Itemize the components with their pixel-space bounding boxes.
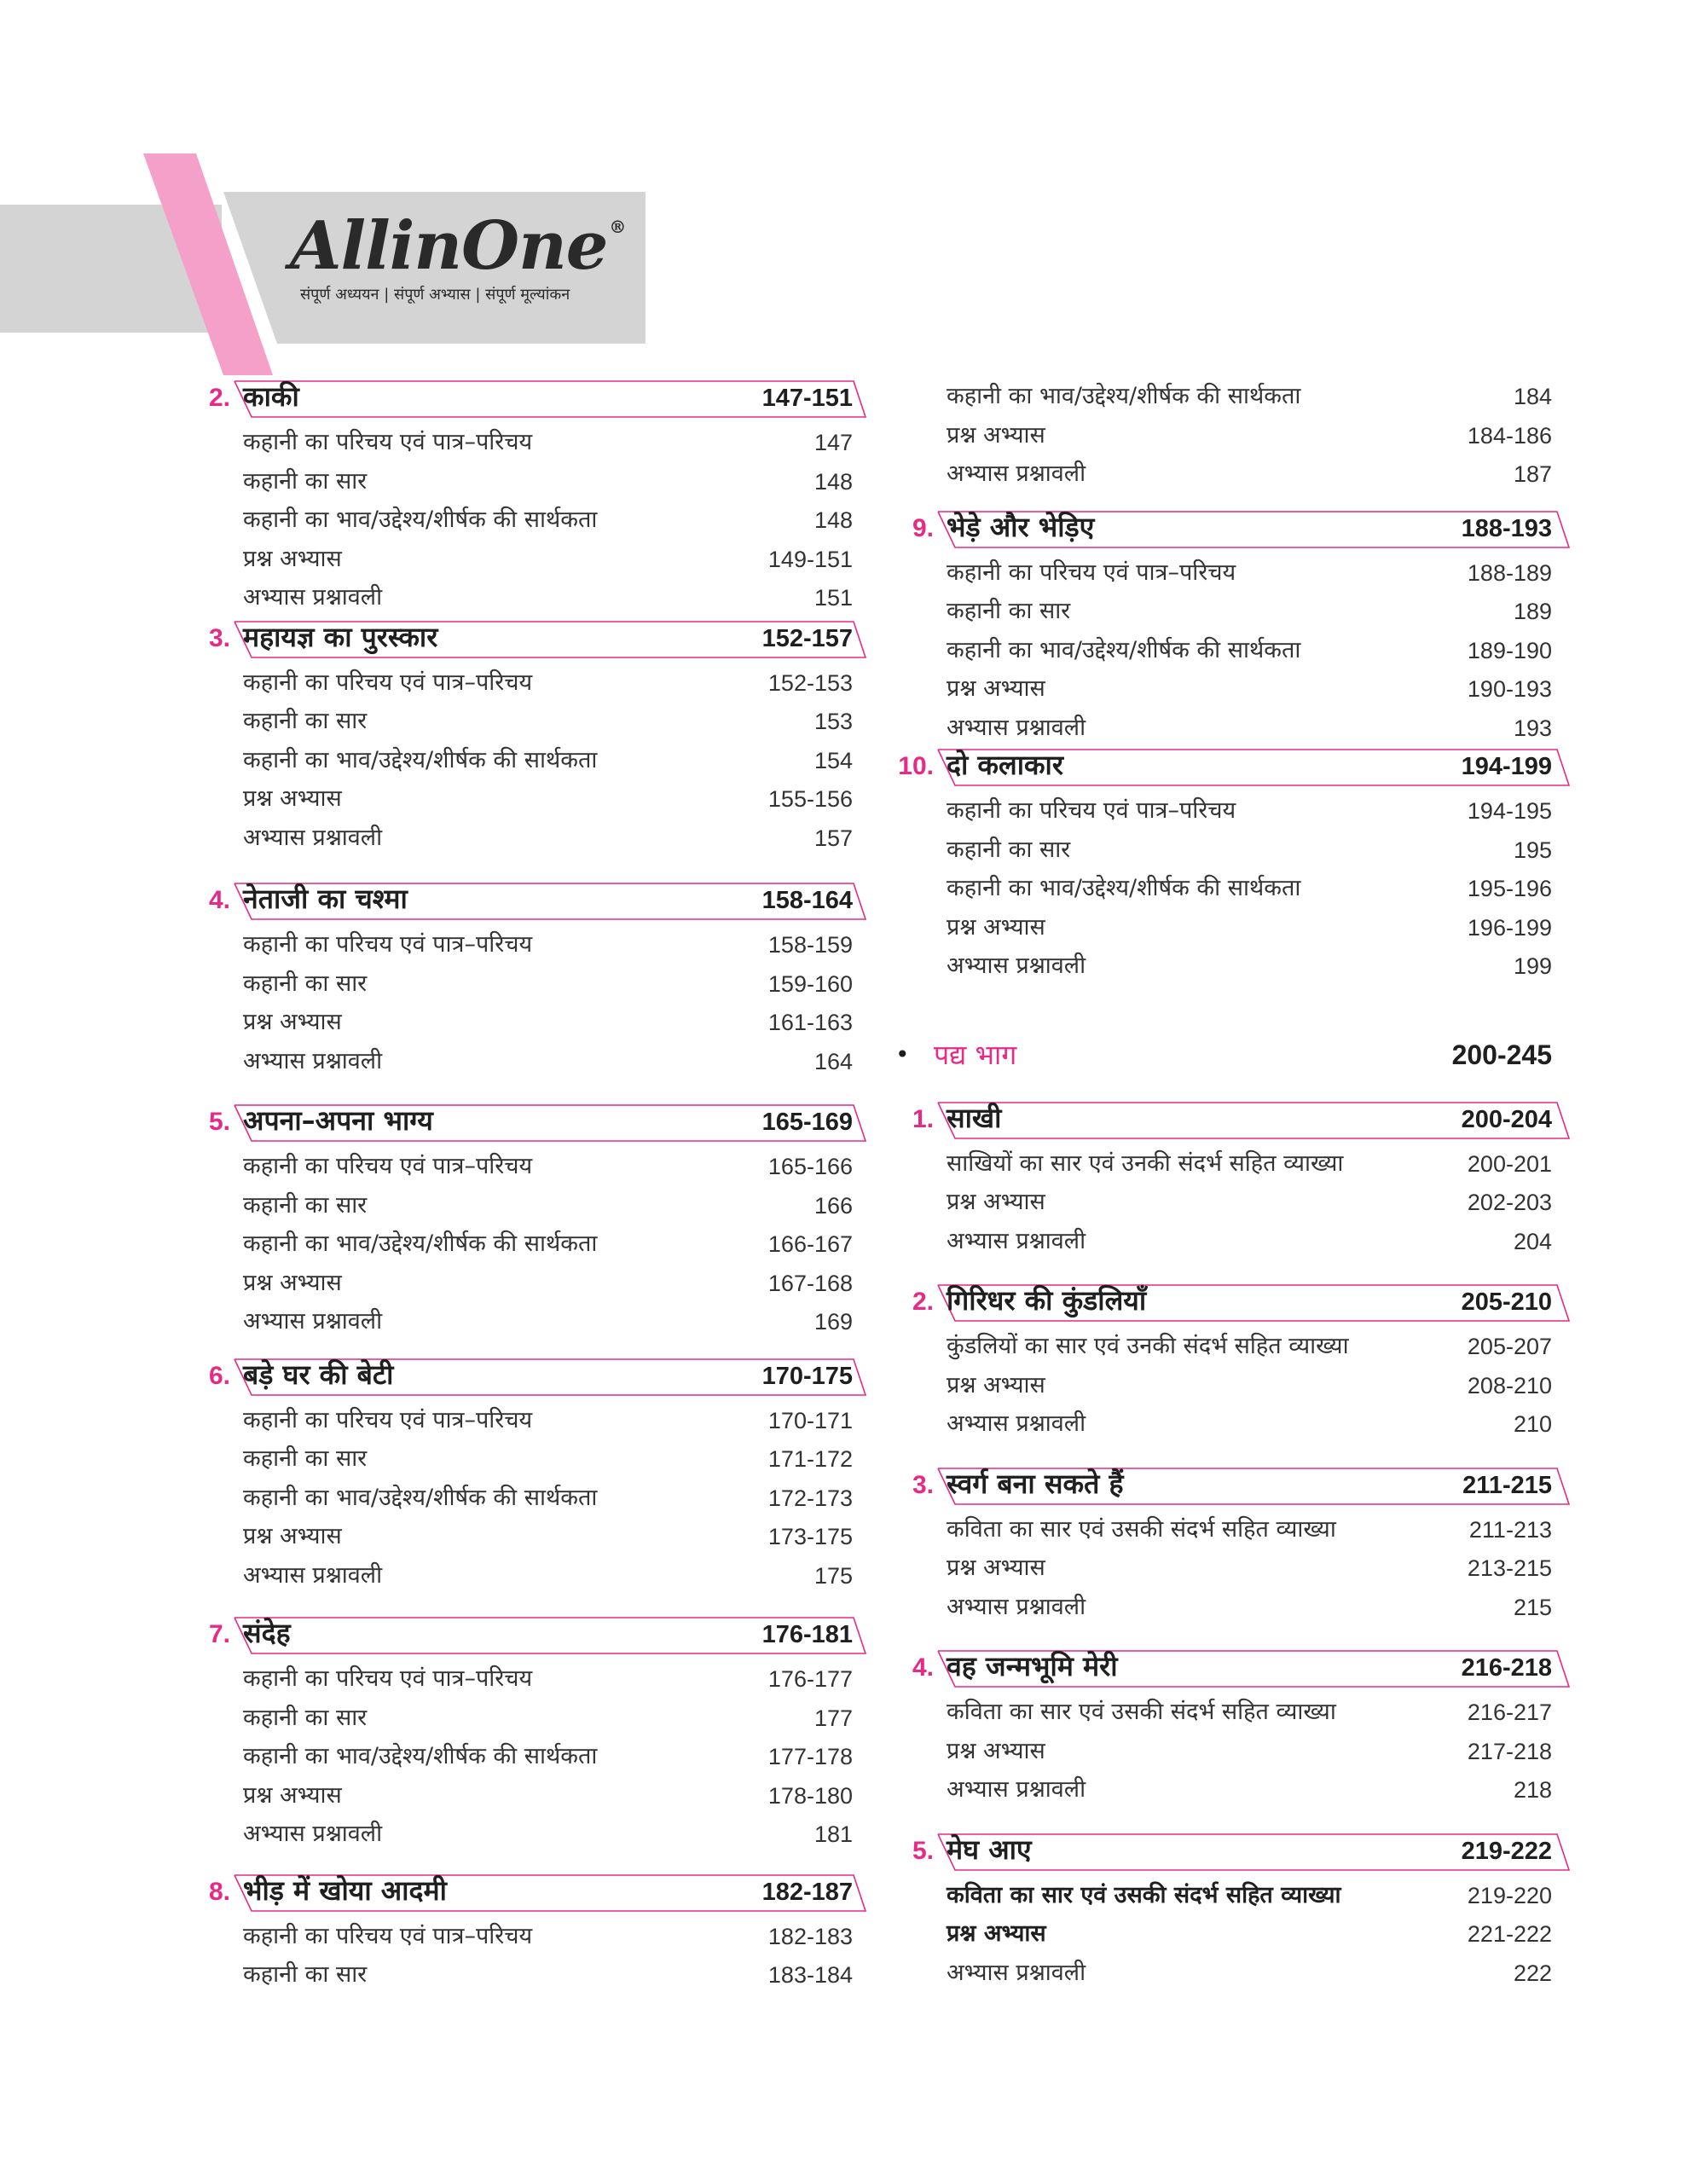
entry-page-range: 194-195: [1467, 798, 1552, 824]
entry-page-range: 157: [813, 825, 853, 851]
entry-label: कहानी का सार: [947, 836, 1071, 863]
entry-page-range: 219-220: [1467, 1882, 1552, 1908]
chapter-title: संदेह: [243, 1617, 291, 1649]
chapter-number: 3.: [208, 623, 230, 652]
entry-page-range: 184-186: [1467, 422, 1552, 449]
entry-label: साखियों का सार एवं उनकी संदर्भ सहित व्याख्या: [947, 1149, 1344, 1177]
toc-entry[interactable]: [192, 1956, 887, 1995]
chapter-page-range: 219-222: [1461, 1837, 1552, 1865]
toc-entry[interactable]: [192, 1402, 887, 1441]
chapter-block: [192, 379, 887, 618]
toc-entry[interactable]: [192, 1148, 887, 1187]
toc-entry[interactable]: [192, 1518, 887, 1557]
toc-entry[interactable]: [192, 780, 887, 819]
chapter-header[interactable]: [192, 1873, 887, 1913]
chapter-page-range: 147-151: [761, 385, 853, 412]
chapter-block: [895, 1283, 1569, 1445]
toc-entry[interactable]: [895, 378, 1569, 417]
entry-label: कहानी का परिचय एवं पात्र–परिचय: [243, 429, 533, 455]
entry-page-range: 147: [813, 430, 853, 455]
toc-entry[interactable]: [192, 703, 887, 742]
section-header[interactable]: [895, 1031, 1569, 1079]
entry-page-range: 164: [813, 1048, 853, 1074]
chapter-header[interactable]: [895, 1649, 1569, 1688]
chapter-number: 5.: [208, 1108, 230, 1136]
entry-label: प्रश्न अभ्यास: [243, 1523, 342, 1549]
chapter-block: [192, 1358, 887, 1596]
entry-label: अभ्यास प्रश्नावली: [947, 1227, 1086, 1254]
entry-label: कहानी का परिचय एवं पात्र–परिचय: [243, 1922, 533, 1949]
chapter-header[interactable]: [895, 748, 1569, 787]
entry-label: कहानी का सार: [243, 1704, 368, 1731]
toc-entry[interactable]: [192, 742, 887, 781]
chapter-header[interactable]: [192, 1616, 887, 1655]
chapter-block: [895, 1101, 1569, 1262]
entry-page-range: 181: [813, 1821, 853, 1847]
chapter-number: 9.: [912, 513, 934, 542]
toc-entry[interactable]: [895, 1771, 1569, 1810]
entry-page-range: 166-167: [767, 1231, 853, 1257]
entry-label: अभ्यास प्रश्नावली: [243, 1047, 383, 1074]
section-title: पद्य भाग: [934, 1038, 1017, 1071]
toc-entry[interactable]: [192, 1303, 887, 1342]
entry-page-range: 178-180: [767, 1782, 853, 1809]
chapter-block: [895, 1649, 1569, 1810]
entry-page-range: 173-175: [767, 1524, 853, 1549]
chapter-header[interactable]: [192, 620, 887, 659]
toc-entry[interactable]: [192, 579, 887, 618]
toc-entry[interactable]: [895, 870, 1569, 909]
entry-label: कहानी का भाव/उद्देश्य/शीर्षक की सार्थकता: [243, 507, 598, 533]
entry-label: कहानी का सार: [243, 467, 368, 495]
toc-entry[interactable]: [895, 709, 1569, 749]
entry-page-range: 202-203: [1467, 1190, 1552, 1215]
chapter-title: अपना–अपना भाग्य: [243, 1104, 433, 1137]
chapter-block: [192, 1616, 887, 1855]
entry-label: अभ्यास प्रश्नावली: [243, 584, 383, 611]
toc-entry[interactable]: [192, 1815, 887, 1855]
chapter-page-range: 182-187: [761, 1878, 853, 1906]
toc-entry[interactable]: [895, 1915, 1569, 1954]
entry-label: अभ्यास प्रश्नावली: [947, 460, 1086, 487]
entry-label: कहानी का परिचय एवं पात्र–परिचय: [947, 797, 1236, 824]
entry-label: कहानी का सार: [243, 970, 368, 997]
chapter-number: 1.: [912, 1104, 934, 1133]
entry-page-range: 148: [813, 507, 853, 533]
chapter-header[interactable]: [192, 1358, 887, 1397]
entry-page-range: 176-177: [767, 1666, 853, 1692]
entry-label: अभ्यास प्रश्नावली: [243, 1561, 383, 1589]
entry-label: कहानी का परिचय एवं पात्र–परिचय: [243, 1153, 533, 1179]
toc-entry[interactable]: [895, 1145, 1569, 1184]
toc-entry[interactable]: [895, 1733, 1569, 1772]
entry-label: प्रश्न अभ्यास: [243, 545, 342, 572]
toc-entry[interactable]: [895, 1367, 1569, 1406]
chapter-block: [895, 510, 1569, 749]
entry-label: कहानी का सार: [243, 1191, 368, 1219]
entry-page-range: 161-163: [767, 1010, 853, 1035]
entry-page-range: 170-171: [767, 1407, 853, 1433]
chapter-number: 7.: [208, 1620, 230, 1648]
entry-page-range: 149-151: [767, 546, 853, 572]
entry-page-range: 177: [813, 1705, 853, 1731]
entry-label: अभ्यास प्रश्नावली: [947, 1593, 1086, 1620]
chapter-page-range: 205-210: [1461, 1288, 1552, 1316]
chapter-title: मेघ आए: [947, 1833, 1032, 1866]
chapter-header[interactable]: [192, 379, 887, 419]
entry-page-range: 183-184: [767, 1962, 853, 1988]
chapter-header[interactable]: [192, 1103, 887, 1143]
entry-page-range: 210: [1513, 1411, 1552, 1437]
entry-label: प्रश्न अभ्यास: [243, 785, 342, 812]
entry-label: कहानी का भाव/उद्देश्य/शीर्षक की सार्थकता: [243, 746, 598, 773]
chapter-page-range: 194-199: [1461, 753, 1552, 780]
chapter-block: [192, 1103, 887, 1342]
entry-page-range: 205-207: [1467, 1334, 1552, 1359]
toc-entry[interactable]: [192, 1479, 887, 1519]
entry-label: कुंडलियों का सार एवं उनकी संदर्भ सहित व्याख्या: [947, 1333, 1349, 1359]
entry-page-range: 151: [813, 585, 853, 611]
entry-page-range: 199: [1513, 953, 1552, 979]
toc-entry[interactable]: [895, 593, 1569, 632]
toc-entry[interactable]: [192, 1557, 887, 1596]
entry-page-range: 148: [813, 468, 853, 495]
entry-label: प्रश्न अभ्यास: [243, 1781, 342, 1809]
chapter-title: साखी: [947, 1101, 1002, 1134]
entry-page-range: 217-218: [1467, 1738, 1552, 1764]
entry-label: अभ्यास प्रश्नावली: [947, 714, 1086, 741]
chapter-title: दो कलाकार: [947, 749, 1063, 781]
toc-entry[interactable]: [192, 664, 887, 704]
entry-label: कविता का सार एवं उसकी संदर्भ सहित व्याख्या: [947, 1515, 1336, 1543]
entry-page-range: 166: [813, 1192, 853, 1219]
chapter-page-range: 152-157: [761, 624, 853, 652]
toc-entry[interactable]: [895, 632, 1569, 671]
entry-label: प्रश्न अभ्यास: [243, 1269, 342, 1296]
toc-entry[interactable]: [192, 965, 887, 1005]
chapter-number: 8.: [208, 1877, 230, 1906]
toc-entry[interactable]: [192, 1699, 887, 1739]
chapter-number: 10.: [898, 752, 934, 780]
chapter-number: 3.: [912, 1470, 934, 1499]
chapter-block: [895, 748, 1569, 987]
entry-page-range: 193: [1513, 715, 1552, 741]
toc-entry[interactable]: [192, 1918, 887, 1957]
entry-label: कविता का सार एवं उसकी संदर्भ सहित व्याख्या: [947, 1699, 1336, 1725]
entry-page-range: 177-178: [767, 1744, 853, 1769]
toc-entry[interactable]: [895, 909, 1569, 948]
chapter-title: वह जन्मभूमि मेरी: [947, 1650, 1118, 1682]
toc-entry[interactable]: [192, 1777, 887, 1816]
chapter-page-range: 165-169: [761, 1109, 853, 1136]
entry-page-range: 196-199: [1467, 914, 1552, 941]
entry-page-range: 218: [1513, 1777, 1552, 1803]
chapter-header[interactable]: [192, 882, 887, 921]
entry-label: कहानी का परिचय एवं पात्र–परिचय: [243, 1406, 533, 1433]
entry-label: कहानी का भाव/उद्देश्य/शीर्षक की सार्थकता: [243, 1743, 598, 1769]
entry-label: कहानी का परिचय एवं पात्र–परिचय: [243, 669, 533, 696]
entry-label: प्रश्न अभ्यास: [947, 913, 1045, 941]
entry-label: अभ्यास प्रश्नावली: [243, 1821, 383, 1847]
chapter-title: स्वर्ग बना सकते हैं: [947, 1467, 1124, 1500]
chapter-number: 4.: [208, 886, 230, 914]
brand-tagline: संपूर्ण अध्ययन | संपूर्ण अभ्यास | संपूर्ण मूल्यांकन: [300, 286, 570, 304]
section-page-range: 200-245: [1451, 1039, 1552, 1070]
entry-label: कहानी का सार: [243, 1961, 368, 1988]
chapter-block: [895, 1467, 1569, 1628]
entry-label: कहानी का सार: [243, 1445, 368, 1472]
entry-page-range: 213-215: [1467, 1555, 1552, 1581]
toc-entry[interactable]: [895, 670, 1569, 709]
toc-entry[interactable]: [192, 463, 887, 502]
toc-entry[interactable]: [192, 541, 887, 580]
entry-label: अभ्यास प्रश्नावली: [947, 1776, 1086, 1803]
entry-label: कहानी का सार: [243, 708, 368, 734]
toc-entry[interactable]: [895, 1511, 1569, 1550]
chapter-number: 2.: [208, 384, 230, 412]
toc-entry[interactable]: [192, 1187, 887, 1226]
chapter-number: 4.: [912, 1653, 934, 1682]
toc-left-column: [192, 379, 887, 1995]
entry-label: प्रश्न अभ्यास: [947, 1555, 1045, 1581]
entry-label: प्रश्न अभ्यास: [947, 1189, 1045, 1215]
entry-page-range: 204: [1513, 1228, 1552, 1254]
chapter-page-range: 211-215: [1462, 1471, 1552, 1499]
toc-entry[interactable]: [192, 1043, 887, 1082]
chapter-header[interactable]: [895, 1833, 1569, 1872]
toc-entry[interactable]: [192, 1660, 887, 1699]
toc-entry[interactable]: [895, 455, 1569, 495]
chapter-block: [192, 1873, 887, 1995]
chapter-block: [192, 620, 887, 859]
entry-page-range: 195: [1513, 837, 1552, 863]
entry-label: कहानी का सार: [947, 598, 1071, 624]
entry-label: कहानी का परिचय एवं पात्र–परिचय: [947, 559, 1236, 586]
chapter-title: नेताजी का चश्मा: [243, 883, 408, 915]
entry-label: अभ्यास प्रश्नावली: [947, 953, 1086, 979]
toc-entry[interactable]: [895, 1328, 1569, 1367]
toc-entry[interactable]: [192, 1265, 887, 1304]
chapter-title: भेड़े और भेड़िए: [947, 510, 1095, 543]
entry-label: प्रश्न अभ्यास: [243, 1009, 342, 1035]
entry-label: कहानी का भाव/उद्देश्य/शीर्षक की सार्थकता: [243, 1230, 598, 1257]
header-banner: [0, 0, 682, 392]
toc-entry[interactable]: [895, 1694, 1569, 1733]
toc-right-column: [895, 379, 1569, 1993]
entry-label: प्रश्न अभ्यास: [947, 1920, 1046, 1947]
chapter-number: 6.: [208, 1361, 230, 1390]
chapter-title: गिरिधर की कुंडलियाँ: [947, 1284, 1147, 1317]
entry-page-range: 221-222: [1467, 1921, 1552, 1947]
entry-label: कहानी का भाव/उद्देश्य/शीर्षक की सार्थकता: [947, 636, 1301, 663]
chapter-page-range: 188-193: [1461, 514, 1552, 542]
entry-page-range: 152-153: [767, 669, 853, 696]
toc-entry[interactable]: [192, 501, 887, 541]
section-bullet: •: [895, 1039, 910, 1068]
entry-page-range: 189-190: [1467, 637, 1552, 663]
entry-page-range: 216-217: [1467, 1699, 1552, 1725]
entry-page-range: 222: [1513, 1960, 1552, 1986]
entry-label: अभ्यास प्रश्नावली: [947, 1410, 1086, 1437]
chapter-header[interactable]: [895, 1467, 1569, 1506]
entry-label: प्रश्न अभ्यास: [947, 1371, 1045, 1398]
chapter-title: भीड़ में खोया आदमी: [243, 1873, 447, 1907]
entry-label: कहानी का परिचय एवं पात्र–परिचय: [243, 931, 533, 958]
toc-entry[interactable]: [192, 819, 887, 859]
toc-entry[interactable]: [895, 792, 1569, 831]
chapter-title: बड़े घर की बेटी: [243, 1358, 394, 1391]
chapter-header[interactable]: [895, 1101, 1569, 1140]
entry-label: अभ्यास प्रश्नावली: [947, 1959, 1086, 1986]
entry-label: कहानी का भाव/उद्देश्य/शीर्षक की सार्थकता: [947, 383, 1301, 409]
toc-entry[interactable]: [895, 417, 1569, 456]
toc-entry[interactable]: [895, 1405, 1569, 1445]
entry-page-range: 175: [813, 1562, 853, 1589]
entry-page-range: 182-183: [767, 1923, 853, 1949]
entry-label: कविता का सार एवं उसकी संदर्भ सहित व्याख्या: [947, 1881, 1341, 1908]
chapter-header[interactable]: [895, 1283, 1569, 1323]
toc-entry[interactable]: [192, 1004, 887, 1043]
entry-page-range: 195-196: [1467, 876, 1552, 901]
toc-entry[interactable]: [895, 1549, 1569, 1589]
toc-entry[interactable]: [895, 1589, 1569, 1628]
chapter-number: 5.: [912, 1836, 934, 1865]
chapter-header[interactable]: [895, 510, 1569, 549]
toc-entry[interactable]: [895, 831, 1569, 871]
entry-label: कहानी का भाव/उद्देश्य/शीर्षक की सार्थकता: [243, 1484, 598, 1511]
toc-entry[interactable]: [895, 554, 1569, 594]
entry-page-range: 200-201: [1467, 1150, 1552, 1177]
chapter-page-range: 176-181: [761, 1621, 853, 1648]
entry-page-range: 208-210: [1467, 1372, 1552, 1398]
entry-label: अभ्यास प्रश्नावली: [243, 1308, 383, 1335]
toc-entry[interactable]: [895, 947, 1569, 987]
chapter-page-range: 200-204: [1461, 1105, 1552, 1133]
chapter-page-range: 170-175: [761, 1362, 853, 1390]
entry-page-range: 169: [813, 1309, 853, 1335]
entry-page-range: 159-160: [767, 970, 853, 997]
entry-page-range: 155-156: [767, 786, 853, 812]
entry-page-range: 188-189: [1467, 559, 1552, 586]
chapter-title: काकी: [243, 380, 299, 413]
entry-page-range: 153: [813, 709, 853, 734]
entry-page-range: 165-166: [767, 1154, 853, 1179]
toc-entry[interactable]: [192, 1440, 887, 1479]
entry-label: प्रश्न अभ्यास: [947, 421, 1045, 449]
chapter-title: महायज्ञ का पुरस्कार: [243, 620, 438, 653]
toc-entry[interactable]: [895, 1954, 1569, 1994]
entry-page-range: 158-159: [767, 932, 853, 958]
toc-entry[interactable]: [192, 1738, 887, 1777]
brand-logo: AllinOne ®: [290, 207, 626, 285]
entry-page-range: 211-213: [1468, 1516, 1552, 1543]
entry-page-range: 190-193: [1467, 676, 1552, 702]
entry-page-range: 215: [1513, 1594, 1552, 1620]
entry-page-range: 187: [1513, 461, 1552, 487]
entry-label: प्रश्न अभ्यास: [947, 675, 1045, 702]
entry-label: अभ्यास प्रश्नावली: [243, 824, 383, 851]
entry-page-range: 171-172: [767, 1446, 853, 1472]
toc-entry[interactable]: [192, 424, 887, 463]
toc-entry[interactable]: [192, 1225, 887, 1265]
toc-entry[interactable]: [895, 1877, 1569, 1916]
entry-page-range: 184: [1513, 384, 1552, 409]
chapter-block: [895, 1833, 1569, 1994]
toc-entry[interactable]: [895, 1223, 1569, 1262]
toc-entry[interactable]: [895, 1184, 1569, 1223]
entry-label: कहानी का परिचय एवं पात्र–परिचय: [243, 1665, 533, 1692]
entry-page-range: 189: [1513, 599, 1552, 624]
chapter-number: 2.: [912, 1288, 934, 1316]
entry-label: कहानी का भाव/उद्देश्य/शीर्षक की सार्थकता: [947, 875, 1301, 901]
banner-graphic: [0, 0, 682, 392]
toc-entry[interactable]: [192, 926, 887, 965]
entry-page-range: 154: [813, 747, 853, 773]
chapter-block: [192, 882, 887, 1081]
entry-label: प्रश्न अभ्यास: [947, 1737, 1045, 1764]
chapter-page-range: 158-164: [761, 887, 853, 914]
entry-page-range: 167-168: [767, 1270, 853, 1296]
chapter-page-range: 216-218: [1461, 1654, 1552, 1682]
continued-entries: [895, 378, 1569, 495]
entry-page-range: 172-173: [767, 1485, 853, 1511]
